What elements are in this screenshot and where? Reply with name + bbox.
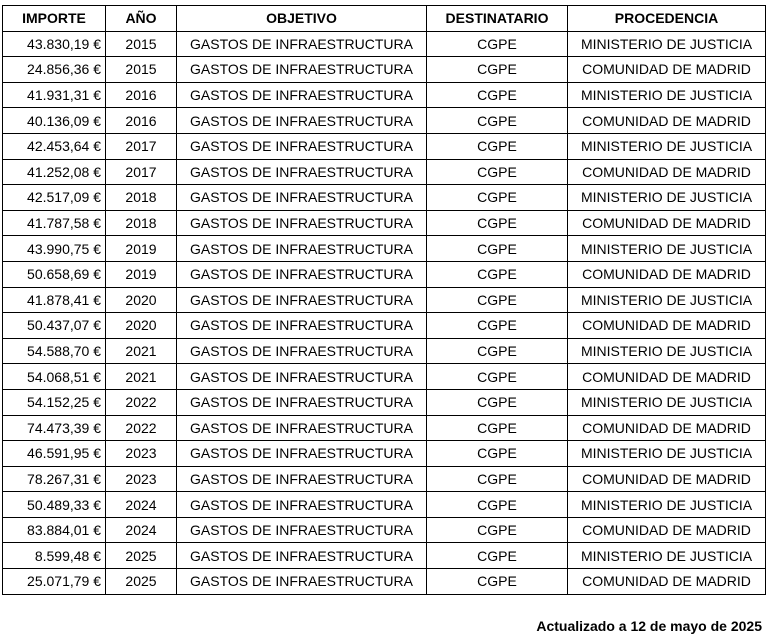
cell-procedencia: MINISTERIO DE JUSTICIA xyxy=(568,185,766,211)
cell-procedencia: MINISTERIO DE JUSTICIA xyxy=(568,236,766,262)
cell-anio: 2020 xyxy=(106,287,177,313)
table-row xyxy=(3,261,766,287)
cell-procedencia: COMUNIDAD DE MADRID xyxy=(568,517,766,543)
cell-anio: 2018 xyxy=(106,210,177,236)
cell-destinatario: CGPE xyxy=(427,159,568,185)
cell-procedencia: COMUNIDAD DE MADRID xyxy=(568,313,766,339)
header-anio: AÑO xyxy=(106,6,177,32)
table-row xyxy=(3,415,766,441)
cell-objetivo: GASTOS DE INFRAESTRUCTURA xyxy=(177,31,427,57)
cell-importe: 54.068,51 € xyxy=(3,364,106,390)
cell-objetivo: GASTOS DE INFRAESTRUCTURA xyxy=(177,543,427,569)
table-row xyxy=(3,313,766,339)
cell-anio: 2019 xyxy=(106,236,177,262)
cell-procedencia: COMUNIDAD DE MADRID xyxy=(568,569,766,595)
cell-objetivo: GASTOS DE INFRAESTRUCTURA xyxy=(177,57,427,83)
cell-anio: 2016 xyxy=(106,108,177,134)
cell-procedencia: MINISTERIO DE JUSTICIA xyxy=(568,441,766,467)
cell-importe: 83.884,01 € xyxy=(3,517,106,543)
cell-anio: 2018 xyxy=(106,185,177,211)
table-header xyxy=(3,6,766,32)
cell-anio: 2024 xyxy=(106,517,177,543)
cell-anio: 2017 xyxy=(106,159,177,185)
cell-procedencia: COMUNIDAD DE MADRID xyxy=(568,466,766,492)
cell-objetivo: GASTOS DE INFRAESTRUCTURA xyxy=(177,389,427,415)
table-row xyxy=(3,441,766,467)
cell-objetivo: GASTOS DE INFRAESTRUCTURA xyxy=(177,133,427,159)
cell-objetivo: GASTOS DE INFRAESTRUCTURA xyxy=(177,466,427,492)
cell-procedencia: COMUNIDAD DE MADRID xyxy=(568,415,766,441)
table-row xyxy=(3,338,766,364)
cell-destinatario: CGPE xyxy=(427,82,568,108)
table-row xyxy=(3,159,766,185)
header-objetivo: OBJETIVO xyxy=(177,6,427,32)
cell-anio: 2022 xyxy=(106,389,177,415)
cell-destinatario: CGPE xyxy=(427,287,568,313)
cell-destinatario: CGPE xyxy=(427,261,568,287)
cell-procedencia: MINISTERIO DE JUSTICIA xyxy=(568,31,766,57)
cell-importe: 43.830,19 € xyxy=(3,31,106,57)
cell-importe: 50.489,33 € xyxy=(3,492,106,518)
cell-importe: 24.856,36 € xyxy=(3,57,106,83)
cell-objetivo: GASTOS DE INFRAESTRUCTURA xyxy=(177,517,427,543)
cell-importe: 41.787,58 € xyxy=(3,210,106,236)
cell-objetivo: GASTOS DE INFRAESTRUCTURA xyxy=(177,364,427,390)
cell-procedencia: MINISTERIO DE JUSTICIA xyxy=(568,492,766,518)
cell-destinatario: CGPE xyxy=(427,133,568,159)
table-row xyxy=(3,210,766,236)
cell-objetivo: GASTOS DE INFRAESTRUCTURA xyxy=(177,159,427,185)
cell-objetivo: GASTOS DE INFRAESTRUCTURA xyxy=(177,185,427,211)
cell-importe: 40.136,09 € xyxy=(3,108,106,134)
cell-anio: 2021 xyxy=(106,338,177,364)
cell-procedencia: COMUNIDAD DE MADRID xyxy=(568,261,766,287)
cell-procedencia: MINISTERIO DE JUSTICIA xyxy=(568,389,766,415)
updated-note: Actualizado a 12 de mayo de 2025 xyxy=(536,618,762,634)
cell-destinatario: CGPE xyxy=(427,543,568,569)
table-row xyxy=(3,517,766,543)
cell-destinatario: CGPE xyxy=(427,517,568,543)
cell-procedencia: MINISTERIO DE JUSTICIA xyxy=(568,287,766,313)
table-row xyxy=(3,389,766,415)
cell-importe: 50.437,07 € xyxy=(3,313,106,339)
table-body xyxy=(3,31,766,594)
table-row xyxy=(3,492,766,518)
table-row xyxy=(3,31,766,57)
cell-importe: 74.473,39 € xyxy=(3,415,106,441)
cell-destinatario: CGPE xyxy=(427,415,568,441)
cell-procedencia: MINISTERIO DE JUSTICIA xyxy=(568,82,766,108)
cell-objetivo: GASTOS DE INFRAESTRUCTURA xyxy=(177,236,427,262)
cell-destinatario: CGPE xyxy=(427,466,568,492)
table-row xyxy=(3,108,766,134)
cell-anio: 2020 xyxy=(106,313,177,339)
cell-destinatario: CGPE xyxy=(427,492,568,518)
cell-objetivo: GASTOS DE INFRAESTRUCTURA xyxy=(177,313,427,339)
cell-objetivo: GASTOS DE INFRAESTRUCTURA xyxy=(177,492,427,518)
header-destinatario: DESTINATARIO xyxy=(427,6,568,32)
cell-procedencia: MINISTERIO DE JUSTICIA xyxy=(568,133,766,159)
cell-anio: 2022 xyxy=(106,415,177,441)
cell-objetivo: GASTOS DE INFRAESTRUCTURA xyxy=(177,210,427,236)
table-row xyxy=(3,287,766,313)
cell-anio: 2025 xyxy=(106,543,177,569)
cell-destinatario: CGPE xyxy=(427,185,568,211)
cell-destinatario: CGPE xyxy=(427,569,568,595)
table-row xyxy=(3,185,766,211)
table-row xyxy=(3,543,766,569)
grants-table xyxy=(2,5,766,595)
cell-anio: 2017 xyxy=(106,133,177,159)
cell-procedencia: COMUNIDAD DE MADRID xyxy=(568,364,766,390)
table-row xyxy=(3,364,766,390)
cell-importe: 8.599,48 € xyxy=(3,543,106,569)
cell-anio: 2015 xyxy=(106,57,177,83)
cell-importe: 41.931,31 € xyxy=(3,82,106,108)
cell-importe: 42.517,09 € xyxy=(3,185,106,211)
cell-destinatario: CGPE xyxy=(427,108,568,134)
table-row xyxy=(3,82,766,108)
cell-destinatario: CGPE xyxy=(427,31,568,57)
table-row xyxy=(3,133,766,159)
cell-destinatario: CGPE xyxy=(427,313,568,339)
cell-objetivo: GASTOS DE INFRAESTRUCTURA xyxy=(177,82,427,108)
header-procedencia: PROCEDENCIA xyxy=(568,6,766,32)
cell-procedencia: COMUNIDAD DE MADRID xyxy=(568,159,766,185)
cell-procedencia: COMUNIDAD DE MADRID xyxy=(568,108,766,134)
header-importe: IMPORTE xyxy=(3,6,106,32)
cell-importe: 41.252,08 € xyxy=(3,159,106,185)
cell-objetivo: GASTOS DE INFRAESTRUCTURA xyxy=(177,569,427,595)
cell-destinatario: CGPE xyxy=(427,57,568,83)
cell-destinatario: CGPE xyxy=(427,210,568,236)
cell-objetivo: GASTOS DE INFRAESTRUCTURA xyxy=(177,441,427,467)
cell-procedencia: MINISTERIO DE JUSTICIA xyxy=(568,543,766,569)
cell-importe: 46.591,95 € xyxy=(3,441,106,467)
cell-destinatario: CGPE xyxy=(427,389,568,415)
cell-anio: 2015 xyxy=(106,31,177,57)
cell-importe: 54.588,70 € xyxy=(3,338,106,364)
cell-anio: 2016 xyxy=(106,82,177,108)
cell-importe: 42.453,64 € xyxy=(3,133,106,159)
cell-destinatario: CGPE xyxy=(427,364,568,390)
cell-destinatario: CGPE xyxy=(427,441,568,467)
cell-anio: 2023 xyxy=(106,466,177,492)
cell-importe: 50.658,69 € xyxy=(3,261,106,287)
cell-procedencia: COMUNIDAD DE MADRID xyxy=(568,210,766,236)
cell-anio: 2025 xyxy=(106,569,177,595)
cell-anio: 2024 xyxy=(106,492,177,518)
cell-procedencia: COMUNIDAD DE MADRID xyxy=(568,57,766,83)
table-row xyxy=(3,236,766,262)
cell-anio: 2019 xyxy=(106,261,177,287)
cell-anio: 2023 xyxy=(106,441,177,467)
cell-anio: 2021 xyxy=(106,364,177,390)
cell-importe: 54.152,25 € xyxy=(3,389,106,415)
table-row xyxy=(3,466,766,492)
cell-objetivo: GASTOS DE INFRAESTRUCTURA xyxy=(177,338,427,364)
cell-importe: 41.878,41 € xyxy=(3,287,106,313)
cell-objetivo: GASTOS DE INFRAESTRUCTURA xyxy=(177,108,427,134)
header-row xyxy=(3,6,766,32)
cell-objetivo: GASTOS DE INFRAESTRUCTURA xyxy=(177,261,427,287)
cell-objetivo: GASTOS DE INFRAESTRUCTURA xyxy=(177,287,427,313)
cell-importe: 25.071,79 € xyxy=(3,569,106,595)
table-row xyxy=(3,57,766,83)
table-row xyxy=(3,569,766,595)
cell-destinatario: CGPE xyxy=(427,236,568,262)
cell-destinatario: CGPE xyxy=(427,338,568,364)
cell-objetivo: GASTOS DE INFRAESTRUCTURA xyxy=(177,415,427,441)
cell-importe: 78.267,31 € xyxy=(3,466,106,492)
cell-procedencia: MINISTERIO DE JUSTICIA xyxy=(568,338,766,364)
cell-importe: 43.990,75 € xyxy=(3,236,106,262)
